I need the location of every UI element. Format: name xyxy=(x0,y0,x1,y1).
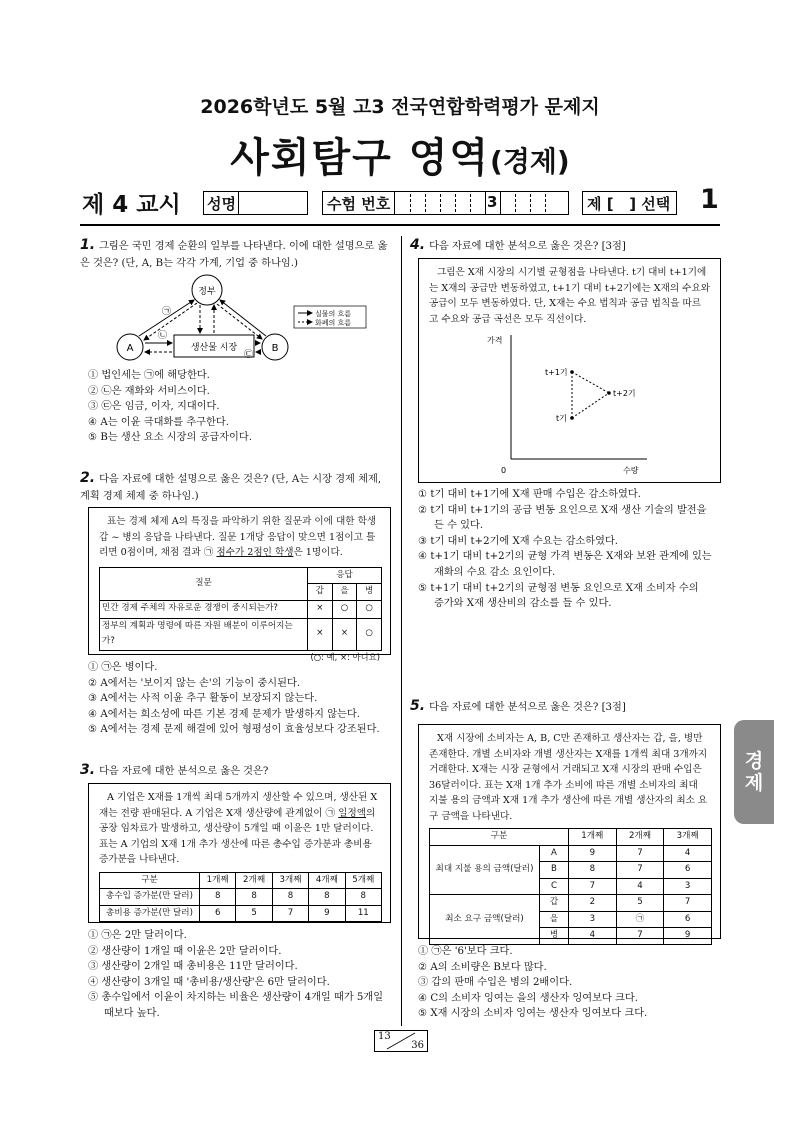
exam-number-box xyxy=(322,191,569,215)
q2-h-byeong: 병 xyxy=(357,584,382,601)
q5-table: 구분 1개째 2개째 3개째 최대 지불 용의 금액(달러) A 9 7 4 B 8 7 6 C 7 4 3 최소 요구 금액(달러) 갑 2 5 7 을 3 ㉠ 6 병 4 7 9 xyxy=(429,828,712,945)
point-t1 xyxy=(570,370,574,374)
label-t: t기 xyxy=(556,414,567,423)
name-box xyxy=(203,191,308,215)
chart-origin: 0 xyxy=(501,466,507,475)
q4-option-2[interactable]: ② t기 대비 t+1기의 공급 변동 요인으로 X재 생산 기술의 발전을 xyxy=(418,504,707,516)
q2-stem xyxy=(80,470,392,505)
subject-title xyxy=(0,126,800,183)
point-t xyxy=(570,416,574,420)
q4-option-2-cont: 든 수 있다. xyxy=(434,520,484,532)
q4-option-4[interactable]: ④ t+1기 대비 t+2기의 균형 가격 변동은 X재와 보완 관계에 있는 xyxy=(418,551,712,563)
q2-option-1[interactable]: ① ㉠은 병이다. xyxy=(88,662,158,673)
q1-stem xyxy=(80,237,392,272)
q4-number: 4. xyxy=(410,237,426,253)
side-tab-char-1: 경 xyxy=(744,750,764,772)
q2-table-note: (○: 예, ×: 아니요) xyxy=(310,651,380,662)
q2-frame-text: 표는 경제 체제 A의 특징을 파악하기 위한 질문과 이에 대한 학생 갑 ~ 병의 응답을 나타낸다. 질문 1개당 응답이 맞으면 1점이고 틀리면 0점이며, 채점 결과 ㉠ 점수가 2점인 학생은 1명이다. xyxy=(99,516,377,558)
exam-number-digit: 3 xyxy=(487,193,498,211)
circle-3-label: ㉢ xyxy=(244,350,254,360)
table-row: 을 3 ㉠ 6 xyxy=(430,911,712,928)
q5-h-label: 구분 xyxy=(430,829,569,846)
circle-1-label: ㉠ xyxy=(162,307,172,317)
b-label: B xyxy=(271,343,279,354)
q3-option-5-cont: 때보다 높다. xyxy=(104,1007,160,1019)
table-row: 민간 경제 주체의 자유로운 경쟁이 중시되는가? × ○ ○ xyxy=(100,600,382,618)
q5-frame-text: X재 시장에 소비자는 A, B, C만 존재하고 생산자는 갑, 을, 병만 존재한다. 개별 소비자와 개별 생산자는 X재를 1개씩 최대 3개까지 거래한다. X재는 시장 균형에서 거래되고 X재 시장의 판매 수입은 36달러이다. 표는 X재 1개 추가 소비에 따른 개별 소비자의 최대 지불 용의 금액과 X재 1개 추가 생산에 따른 개별 생산자의 최소 요구 금액을 나타낸다. xyxy=(429,733,708,822)
q5-option-1[interactable]: ① ㉠은 '6'보다 크다. xyxy=(418,946,513,957)
table-row: C 7 4 3 xyxy=(430,878,712,895)
q2-h-eul: 을 xyxy=(332,584,357,601)
q5-stem xyxy=(410,698,722,717)
q3-options xyxy=(88,928,393,1022)
q1-number: 1. xyxy=(80,237,96,253)
q4-option-1[interactable]: ① t기 대비 t+1기에 X재 판매 수입은 감소하였다. xyxy=(418,489,641,500)
period-label: 제 4 교시 xyxy=(82,192,181,218)
q1-option-2[interactable]: ② ㉡은 재화와 서비스이다. xyxy=(88,385,210,397)
q3-h-label: 구분 xyxy=(100,872,200,889)
q5-option-4[interactable]: ④ C의 소비자 잉여는 을의 생산자 잉여보다 크다. xyxy=(418,992,638,1004)
q2-h-question: 질문 xyxy=(100,567,308,600)
q4-option-5[interactable]: ⑤ t+1기 대비 t+2기의 균형점 변동 요인으로 X재 소비자 수의 xyxy=(418,582,699,594)
chart-ylabel: 가격 xyxy=(487,336,503,345)
q3-option-2[interactable]: ② 생산량이 1개일 때 이윤은 2만 달러이다. xyxy=(88,945,282,957)
point-t2 xyxy=(607,391,611,395)
table-row: 최대 지불 용의 금액(달러) A 9 7 4 xyxy=(430,845,712,862)
q5-option-3[interactable]: ③ 갑의 판매 수입은 병의 2배이다. xyxy=(418,977,573,989)
q3-option-3[interactable]: ③ 생산량이 2개일 때 총비용은 11만 달러이다. xyxy=(88,961,298,973)
choice-box xyxy=(582,191,677,215)
q5-number: 5. xyxy=(410,698,426,714)
q1-option-5[interactable]: ⑤ B는 생산 요소 시장의 공급자이다. xyxy=(88,432,252,444)
legend-real: 실물의 흐름 xyxy=(315,310,352,318)
q2-table xyxy=(99,567,382,651)
q5-option-2[interactable]: ② A의 소비량은 B보다 많다. xyxy=(418,961,547,973)
q2-option-2[interactable]: ② A에서는 '보이지 않는 손'의 기능이 중시된다. xyxy=(88,677,301,689)
side-tab-char-2: 제 xyxy=(744,772,764,794)
q2-option-5[interactable]: ⑤ A에서는 경제 문제 해결에 있어 형평성이 효율성보다 강조된다. xyxy=(88,724,380,736)
q4-stem xyxy=(410,237,722,256)
chart-xlabel: 수량 xyxy=(623,466,639,475)
page-number xyxy=(374,1030,428,1052)
exam-title: 2026학년도 5월 고3 전국연합학력평가 문제지 xyxy=(200,96,600,118)
q5-option-5[interactable]: ⑤ X재 시장의 소비자 잉여는 생산자 잉여보다 크다. xyxy=(418,1008,648,1020)
q3-frame-text: A 기업은 X재를 1개씩 최대 5개까지 생산할 수 있으며, 생산된 X재는 전량 판매된다. A 기업은 X재 생산량에 관계없이 ㉠ 일정액의 공장 임차료가 발생하고, 생산량이 5개일 때 이윤은 1만 달러이다. 표는 A 기업의 X재 1개 추가 생산에 따른 총수입 증가분과 총비용 증가분을 나타낸다. xyxy=(99,792,378,865)
q3-frame xyxy=(88,783,391,923)
table-row: B 8 7 6 xyxy=(430,862,712,879)
header-divider xyxy=(80,224,720,226)
q3-number: 3. xyxy=(80,762,96,778)
market-label: 생산물 시장 xyxy=(190,343,238,353)
q5-text: 다음 자료에 대한 분석으로 옳은 것은? [3점] xyxy=(429,702,626,713)
q4-frame-text: 그림은 X재 시장의 시기별 균형점을 나타낸다. t기 대비 t+1기에는 X재의 공급만 변동하였고, t+1기 대비 t+2기에는 X재의 수요와 공급이 모두 변동하였다. 단, X재는 수요 법칙과 공급 법칙을 따르고 수요와 공급 곡선은 모두 직선이다. xyxy=(429,267,710,325)
table-row: 최소 요구 금액(달러) 갑 2 5 7 xyxy=(430,895,712,912)
legend-money: 화폐의 흐름 xyxy=(315,319,352,327)
page-total: 36 xyxy=(411,1040,424,1051)
exam-number-cells xyxy=(395,192,568,214)
q1-circulation-diagram xyxy=(110,272,380,364)
q1-text: 그림은 국민 경제 순환의 일부를 나타낸다. 이에 대한 설명으로 옳은 것은? (단, A, B는 각각 가계, 기업 중 하나임.) xyxy=(80,241,388,269)
q2-text: 다음 자료에 대한 설명으로 옳은 것은? (단, A는 시장 경제 체제, 계획 경제 체제 중 하나임.) xyxy=(80,474,382,502)
q2-option-4[interactable]: ④ A에서는 희소성에 따른 기본 경제 문제가 발생하지 않는다. xyxy=(88,708,360,720)
q2-options xyxy=(88,660,398,738)
a-label: A xyxy=(126,343,134,354)
q1-option-4[interactable]: ④ A는 이윤 극대화를 추구한다. xyxy=(88,416,229,428)
q4-option-5-cont: 증가와 X재 생산비의 감소를 들 수 있다. xyxy=(434,598,612,610)
q2-frame xyxy=(88,507,391,662)
q1-options xyxy=(88,368,393,446)
table-row: 총수입 증가분(만 달러) 8 8 8 8 8 xyxy=(100,889,382,906)
q3-table: 구분 1개째 2개째 3개째 4개째 5개째 총수입 증가분(만 달러) 8 8 8 8 8 총비용 증가분(만 달러) 6 5 7 9 11 xyxy=(99,872,382,923)
q4-frame xyxy=(418,258,721,483)
table-row: 병 4 7 9 xyxy=(430,928,712,945)
table-row: 정부의 계획과 명령에 따른 자원 배분이 이루어지는가? × × ○ xyxy=(100,618,382,650)
q4-text: 다음 자료에 대한 분석으로 옳은 것은? [3점] xyxy=(429,241,626,252)
subject-main: 사회탐구 영역 xyxy=(230,135,491,181)
choice-label: 제 [ ] 선택 xyxy=(587,195,671,213)
q3-text: 다음 자료에 대한 분석으로 옳은 것은? xyxy=(99,766,269,777)
q3-option-4[interactable]: ④ 생산량이 3개일 때 '총비용/생산량'은 6만 달러이다. xyxy=(88,976,330,988)
q4-option-4-cont: 재화의 수요 감소 요인이다. xyxy=(434,566,556,578)
q4-equilibrium-chart xyxy=(479,333,679,479)
page-current: 13 xyxy=(378,1031,391,1042)
q5-frame xyxy=(418,724,721,939)
q5-options xyxy=(418,944,723,1022)
q2-number: 2. xyxy=(80,470,96,486)
q3-option-5[interactable]: ⑤ 총수입에서 이윤이 차지하는 비율은 생산량이 4개일 때가 5개일 xyxy=(88,992,384,1004)
q4-options xyxy=(418,487,723,612)
gov-label: 정부 xyxy=(198,287,216,297)
q2-option-3[interactable]: ③ A에서는 사적 이윤 추구 활동이 보장되지 않는다. xyxy=(88,693,318,705)
label-t1: t+1기 xyxy=(545,368,568,377)
q4-option-3[interactable]: ③ t기 대비 t+2기에 X재 수요는 감소하였다. xyxy=(418,535,619,547)
label-t2: t+2기 xyxy=(613,389,636,398)
page-big-number: 1 xyxy=(700,184,719,215)
q3-option-1[interactable]: ① ㉠은 2만 달러이다. xyxy=(88,930,187,941)
q1-option-3[interactable]: ③ ㉢은 임금, 이자, 지대이다. xyxy=(88,401,220,413)
column-divider xyxy=(401,236,402,1026)
exam-number-label: 수험 번호 xyxy=(327,195,391,213)
q2-h-answer: 응답 xyxy=(308,567,382,584)
circle-2-label: ㉡ xyxy=(158,331,168,341)
subject-sub: (경제) xyxy=(490,145,570,178)
q1-option-1[interactable]: ① 법인세는 ㉠에 해당한다. xyxy=(88,370,210,381)
subject-side-tab xyxy=(734,720,774,824)
q2-h-gap: 갑 xyxy=(308,584,333,601)
q3-stem xyxy=(80,762,392,781)
name-label: 성명 xyxy=(207,195,236,213)
table-row: 총비용 증가분(만 달러) 6 5 7 9 11 xyxy=(100,905,382,922)
